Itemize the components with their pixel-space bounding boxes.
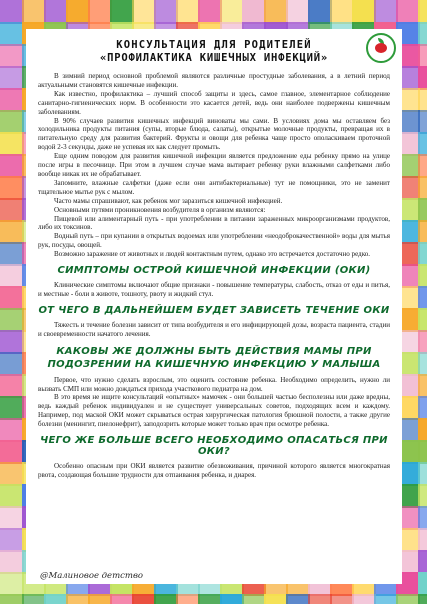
mosaic-tile	[198, 594, 222, 604]
mosaic-tile	[0, 550, 24, 574]
mosaic-tile	[0, 506, 24, 530]
mosaic-tile	[242, 0, 266, 24]
mosaic-tile	[374, 594, 398, 604]
mosaic-tile	[330, 0, 354, 24]
mosaic-tile	[286, 594, 310, 604]
mosaic-tile	[418, 528, 427, 552]
mosaic-tile	[418, 176, 427, 200]
mosaic-tile	[22, 594, 46, 604]
mosaic-tile	[0, 154, 24, 178]
mosaic-tile	[44, 0, 68, 24]
mosaic-tile	[418, 484, 427, 508]
mosaic-tile	[220, 594, 244, 604]
mosaic-tile	[396, 0, 420, 24]
intro-paragraph-9: Водный путь – при купании в открытых водоемах или употреблении «неодоброкачественной» воды для мытья рук, посуды, овощей.	[38, 232, 390, 250]
mosaic-tile	[418, 352, 427, 376]
mosaic-tile	[396, 594, 420, 604]
mosaic-tile	[418, 286, 427, 310]
mosaic-tile	[418, 330, 427, 354]
mosaic-tile	[418, 418, 427, 442]
mosaic-tile	[132, 0, 156, 24]
course-text: Тяжесть и течение болезни зависит от типа возбудителя и его инфицирующей дозы, возраста пациента, стадии и своевременности начатого лечения.	[38, 320, 390, 338]
intro-paragraph-2: Как известно, профилактика – лучший способ защиты и здесь, самое главное, элементарное соблюдение санитарно-гигиенических норм. В особенности это касается детей, ведь они наиболее подвержены кишечным заболеваниям.	[38, 89, 390, 116]
mosaic-tile	[418, 264, 427, 288]
intro-paragraph-7: Основными путями проникновения возбудителя в организм являются:	[54, 205, 266, 214]
mosaic-tile	[22, 0, 46, 24]
mosaic-tile	[0, 110, 24, 134]
mosaic-tile	[0, 396, 24, 420]
mosaic-tile	[110, 0, 134, 24]
signature: @Малиновое детство	[40, 571, 144, 581]
mother-actions-text-1: Первое, что нужно сделать взрослым, это оценить состояние ребенка. Необходимо определить, нужно ли вызвать СМП или можно дождаться прихода участкового педиатра на дом.	[38, 375, 390, 393]
mosaic-tile	[418, 594, 427, 604]
intro-paragraph-8: Пищевой или алиментарный путь - при употреблении в питании зараженных микроорганизмами продуктов, либо их токсинов.	[38, 214, 390, 232]
mosaic-tile	[0, 0, 24, 24]
mosaic-tile	[418, 44, 427, 68]
mosaic-tile	[220, 0, 244, 24]
mosaic-tile	[0, 220, 24, 244]
article-body	[38, 72, 390, 480]
mosaic-tile	[374, 0, 398, 24]
mosaic-tile	[110, 594, 134, 604]
mosaic-tile	[352, 594, 376, 604]
mosaic-tile	[0, 330, 24, 354]
course-heading: ОТ ЧЕГО В ДАЛЬНЕЙШЕМ БУДЕТ ЗАВИСЕТЬ ТЕЧЕНИЕ ОКИ	[38, 304, 390, 316]
mother-actions-text-2: В это время не ищите консультаций «опытных» мамочек - они большей частью бесполезны или даже вредны, ведь каждый ребенок индивидуален и не существует универсальных советов, подходящих всем и каждому. Например, под маской ОКИ может скрываться острая хирургическая патология брюшной полости, а также другие болезни (менингит, пиелонефрит), заподозрить которые может только врач при осмотре ребенка.	[38, 393, 390, 429]
mosaic-tile	[418, 374, 427, 398]
mosaic-tile	[154, 0, 178, 24]
mosaic-tile	[88, 0, 112, 24]
mosaic-tile	[418, 22, 427, 46]
mosaic-tile	[264, 0, 288, 24]
mosaic-tile	[418, 572, 427, 596]
consultation-sheet	[26, 29, 402, 584]
danger-heading: ЧЕГО ЖЕ БОЛЬШЕ ВСЕГО НЕОБХОДИМО ОПАСАТЬСЯ ПРИ ОКИ?	[40, 435, 388, 458]
mosaic-tile	[418, 132, 427, 156]
mosaic-tile	[242, 594, 266, 604]
mosaic-tile	[0, 44, 24, 68]
mosaic-tile	[264, 594, 288, 604]
mosaic-tile	[154, 594, 178, 604]
mosaic-tile	[418, 440, 427, 464]
mosaic-tile	[418, 154, 427, 178]
mosaic-tile	[66, 594, 90, 604]
intro-paragraph-1: В зимний период основной проблемой являются различные простудные заболевания, а в летний период актуальными становятся кишечные инфекции.	[38, 72, 390, 89]
mosaic-tile	[0, 308, 24, 332]
mosaic-tile	[0, 264, 24, 288]
mosaic-tile	[132, 594, 156, 604]
mosaic-tile	[330, 594, 354, 604]
mosaic-tile	[418, 220, 427, 244]
mosaic-tile	[418, 396, 427, 420]
mother-actions-heading-line1: КАКОВЫ ЖЕ ДОЛЖНЫ БЫТЬ ДЕЙСТВИЯ МАМЫ ПРИ	[56, 345, 372, 357]
mosaic-tile	[0, 418, 24, 442]
mosaic-tile	[0, 88, 24, 112]
consultation-subtitle: «ПРОФИЛАКТИКА КИШЕЧНЫХ ИНФЕКЦИЙ»	[100, 52, 328, 64]
mosaic-tile	[66, 0, 90, 24]
mosaic-tile	[0, 572, 24, 596]
intro-paragraph-3: В 90% случаев развития кишечных инфекций виноваты мы сами. В условиях дома мы оставляем без холодильника продукты питания (супы, вторые блюда, салаты), открытые молочные продукты, превращая их в питательную среду для развития бактерий. Фрукты и овощи для ребенка чаще просто ополаскиваем проточной водой 2-3 секунды, даже не успевая их как следует промыть.	[38, 116, 390, 152]
intro-paragraph-10: Возможно заражение от животных и людей контактным путем, однако это встречается достаточно редко.	[54, 250, 371, 259]
mosaic-tile	[0, 440, 24, 464]
mosaic-tile	[198, 0, 222, 24]
mosaic-tile	[418, 462, 427, 486]
mosaic-tile	[418, 88, 427, 112]
consultation-title: КОНСУЛЬТАЦИЯ ДЛЯ РОДИТЕЛЕЙ	[116, 39, 312, 51]
symptoms-heading: СИМПТОМЫ ОСТРОЙ КИШЕЧНОЙ ИНФЕКЦИИ (ОКИ)	[57, 265, 371, 277]
mosaic-tile	[176, 594, 200, 604]
mosaic-tile	[0, 22, 24, 46]
intro-paragraph-5: Запомните, влажные салфетки (даже если они антибактериальные) тут не помощники, это не заменит тщательное мытье рук с мылом.	[38, 178, 390, 196]
danger-text: Особенно опасным при ОКИ является развитие обезвоживания, причиной которого является многократная рвота, создающая большие трудности для отпаивания ребенка, и диарея.	[38, 462, 390, 479]
mosaic-tile	[44, 594, 68, 604]
mosaic-tile	[0, 176, 24, 200]
mother-actions-heading-line2: ПОДОЗРЕНИИ НА КИШЕЧНУЮ ИНФЕКЦИЮ У МАЛЫША	[47, 358, 381, 370]
mosaic-tile	[418, 506, 427, 530]
mosaic-tile	[0, 132, 24, 156]
mosaic-tile	[418, 550, 427, 574]
mosaic-tile	[418, 0, 427, 24]
mosaic-tile	[0, 594, 24, 604]
mosaic-tile	[0, 66, 24, 90]
mosaic-tile	[418, 242, 427, 266]
mosaic-tile	[0, 462, 24, 486]
mosaic-tile	[0, 352, 24, 376]
mosaic-tile	[308, 594, 332, 604]
mosaic-tile	[418, 198, 427, 222]
mosaic-tile	[0, 374, 24, 398]
mosaic-tile	[0, 198, 24, 222]
mosaic-tile	[0, 484, 24, 508]
mosaic-tile	[0, 286, 24, 310]
mosaic-tile	[418, 308, 427, 332]
mosaic-tile	[0, 242, 24, 266]
mosaic-tile	[308, 0, 332, 24]
mosaic-tile	[352, 0, 376, 24]
intro-paragraph-4: Еще одним поводом для развития кишечной инфекции является предложение еды ребенку прямо на улице после игры в песочнице. При этом в лучшем случае мама вытирает ребенку руки влажными салфетками либо вообще никак их не обрабатывает.	[38, 152, 390, 178]
symptoms-text: Клинические симптомы включают общие признаки - повышение температуры, слабость, отказ от еды и питья, и местные - боли в животе, тошноту, рвоту и жидкий стул.	[38, 281, 390, 298]
mosaic-tile	[418, 110, 427, 134]
mosaic-tile	[88, 594, 112, 604]
mosaic-tile	[0, 528, 24, 552]
mosaic-tile	[286, 0, 310, 24]
intro-paragraph-6: Часто мамы спрашивают, как ребенок мог заразиться кишечной инфекцией.	[54, 196, 283, 205]
mosaic-tile	[418, 66, 427, 90]
mother-actions-heading	[38, 345, 390, 371]
mosaic-tile	[176, 0, 200, 24]
